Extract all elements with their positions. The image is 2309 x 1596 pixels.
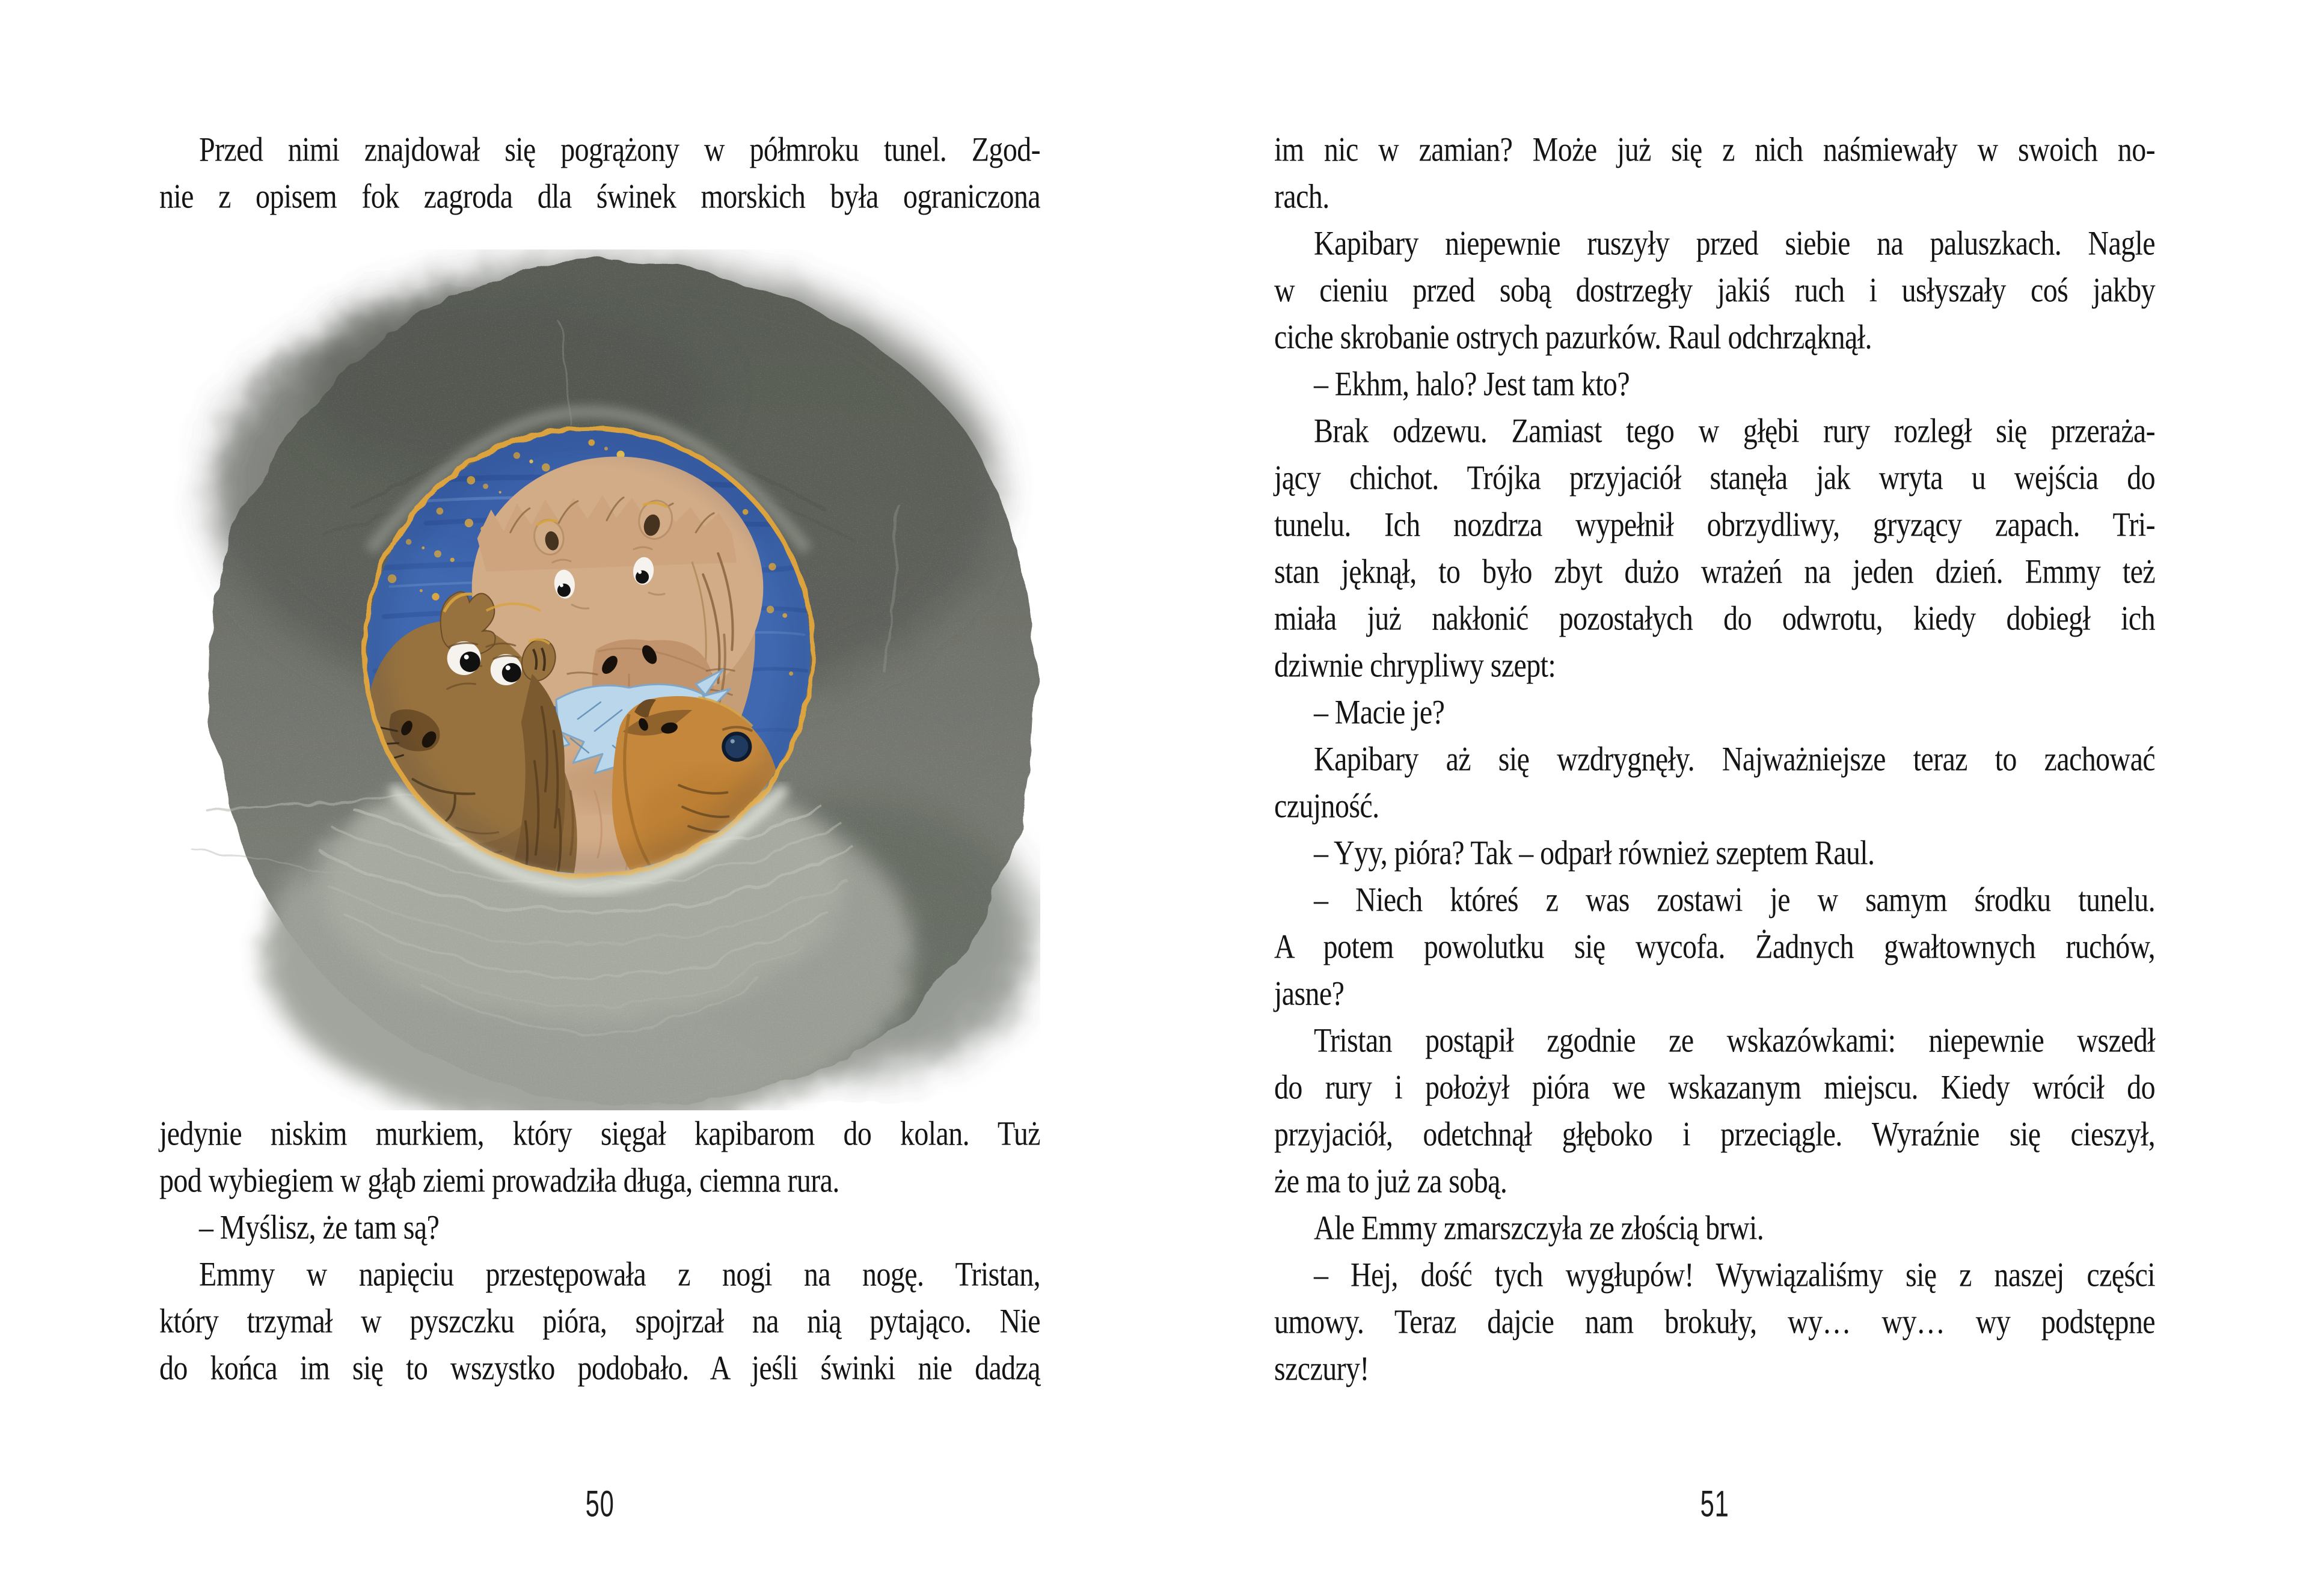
text-line: A potem powolutku się wycofa. Żadnych gwałtownych ruchów, (1274, 928, 2155, 966)
text-line: ciche skrobanie ostrych pazurków. Raul odchrząknął. (1274, 319, 1872, 356)
text-line: umowy. Teraz dajcie nam brokuły, wy… wy… wy podstępne (1274, 1303, 2155, 1341)
text-line: im nic w zamian? Może już się z nich naśmiewały w swoich no- (1274, 131, 2155, 169)
text-line: Tristan postąpił zgodnie ze wskazówkami: niepewnie wszedł (1314, 1022, 2155, 1060)
text-line: Kapibary niepewnie ruszyły przed siebie na paluszkach. Nagle (1314, 225, 2155, 263)
text-line: dziwnie chrypliwy szept: (1274, 647, 1556, 685)
text-line: szczury! (1274, 1350, 1369, 1388)
right-page-text (1274, 127, 2155, 1393)
text-line: który trzymał w pyszczku pióra, spojrzał na nią pytająco. Nie (159, 1303, 1040, 1341)
text-line: jedynie niskim murkiem, który sięgał kapibarom do kolan. Tuż (159, 1115, 1040, 1153)
text-line: – Macie je? (1314, 694, 1445, 732)
text-line: – Yyy, pióra? Tak – odparł również szeptem Raul. (1314, 834, 1875, 872)
text-line: – Niech któreś z was zostawi je w samym środku tunelu. (1314, 881, 2155, 919)
text-line: stan jęknął, to było zbyt dużo wrażeń na jeden dzień. Emmy też (1274, 553, 2155, 591)
text-line: miała już nakłonić pozostałych do odwrotu, kiedy dobiegł ich (1274, 600, 2155, 638)
text-line: nie z opisem fok zagroda dla świnek morskich była ograniczona (159, 178, 1040, 216)
page-number-right-value: 51 (1700, 1482, 1729, 1524)
text-line: jasne? (1274, 975, 1345, 1013)
text-line: do rury i położył pióra we wskazanym miejscu. Kiedy wrócił do (1274, 1069, 2155, 1107)
text-line: rach. (1274, 178, 1329, 216)
text-line: Emmy w napięciu przestępowała z nogi na nogę. Tristan, (199, 1256, 1040, 1294)
text-line: – Myślisz, że tam są? (199, 1209, 440, 1247)
page-number-right (1274, 1480, 2155, 1527)
text-line: czujność. (1274, 787, 1379, 825)
text-line: pod wybiegiem w głąb ziemi prowadziła długa, ciemna rura. (159, 1162, 839, 1200)
left-page-text-bottom (159, 1111, 1040, 1392)
tunnel-illustration (173, 249, 1040, 1110)
text-line: Ale Emmy zmarszczyła ze złością brwi. (1314, 1209, 1764, 1247)
text-line: Przed nimi znajdował się pogrążony w półmroku tunel. Zgod- (199, 131, 1040, 169)
text-line: Brak odzewu. Zamiast tego w głębi rury rozległ się przeraża- (1314, 412, 2155, 450)
text-line: – Ekhm, halo? Jest tam kto? (1314, 365, 1630, 403)
text-line: jący chichot. Trójka przyjaciół stanęła jak wryta u wejścia do (1274, 459, 2155, 497)
text-line: – Hej, dość tych wygłupów! Wywiązaliśmy się z naszej części (1314, 1256, 2155, 1294)
orange-eye (723, 733, 750, 760)
text-line: tunelu. Ich nozdrza wypełnił obrzydliwy, gryzący zapach. Tri- (1274, 506, 2155, 544)
text-line: do końca im się to wszystko podobało. A jeśli świnki nie dadzą (159, 1350, 1040, 1387)
text-line: Kapibary aż się wzdrygnęły. Najważniejsze teraz to zachować (1314, 741, 2155, 778)
text-line: w cieniu przed sobą dostrzegły jakiś ruch i usłyszały coś jakby (1274, 272, 2155, 310)
text-line: przyjaciół, odetchnął głęboko i przeciągle. Wyraźnie się cieszył, (1274, 1116, 2155, 1154)
text-line: że ma to już za sobą. (1274, 1163, 1507, 1200)
page-number-left-value: 50 (585, 1482, 615, 1524)
page-number-left (159, 1480, 1040, 1527)
left-page-text-top (159, 127, 1040, 221)
